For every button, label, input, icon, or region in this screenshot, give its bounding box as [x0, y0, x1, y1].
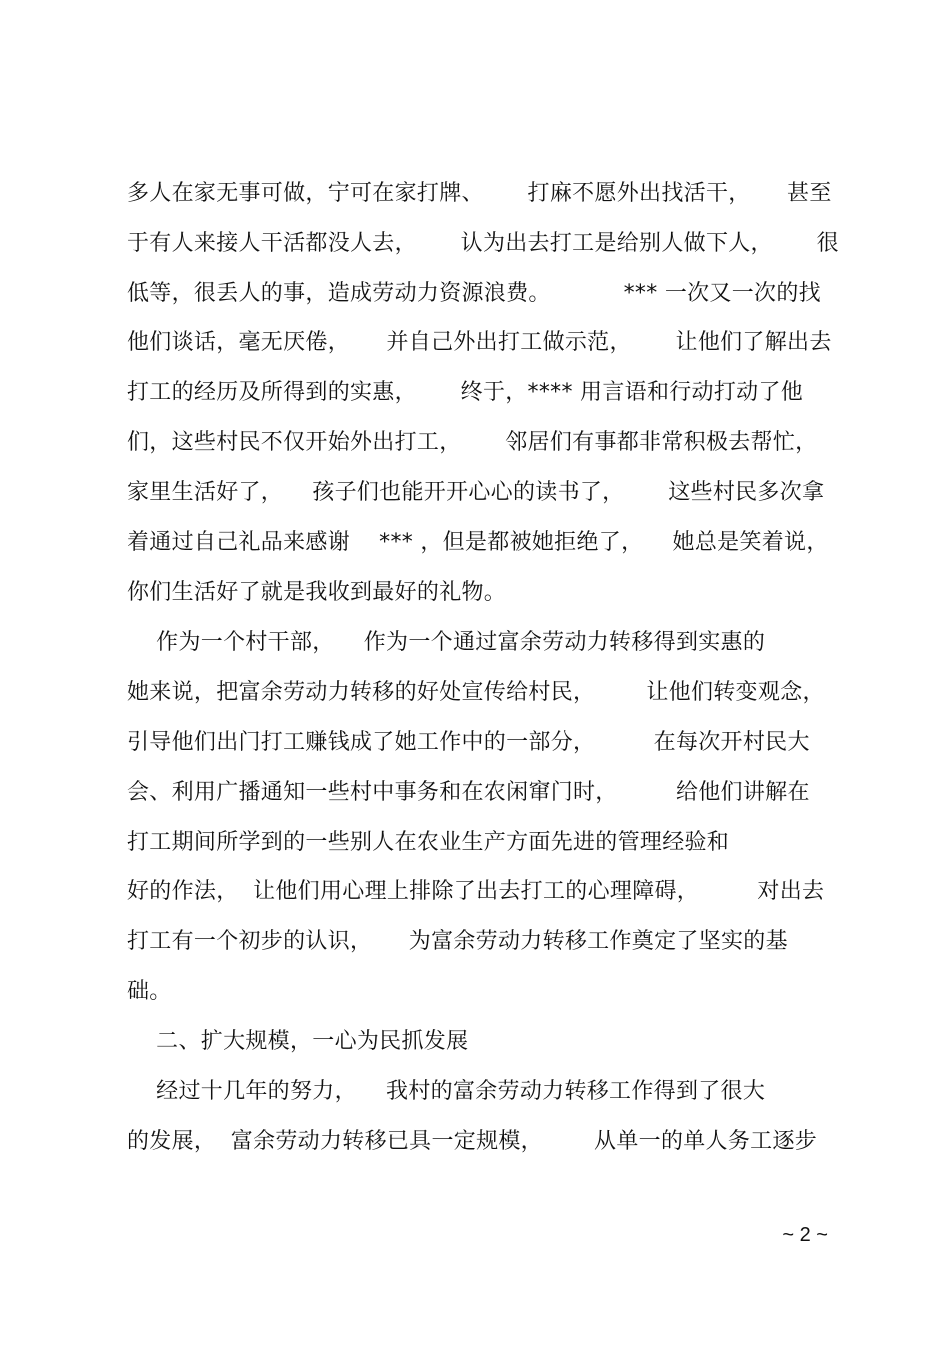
- text-line: 们，这些村民不仅开始外出打工， 邻居们有事都非常积极去帮忙，: [127, 430, 818, 455]
- text-line: 础。: [127, 979, 172, 1004]
- text-line: 经过十几年的努力， 我村的富余劳动力转移工作得到了很大: [127, 1079, 766, 1104]
- text-line: 于有人来接人干活都没人去， 认为出去打工是给别人做下人， 很: [127, 231, 839, 256]
- text-line: 会、利用广播通知一些村中事务和在农闲窜门时， 给他们讲解在: [127, 780, 810, 805]
- text-line: 她来说，把富余劳动力转移的好处宣传给村民， 让他们转变观念，: [127, 680, 825, 705]
- text-line: 他们谈话，毫无厌倦， 并自己外出打工做示范， 让他们了解出去: [127, 330, 832, 355]
- text-line: 打工期间所学到的一些别人在农业生产方面先进的管理经验和: [127, 830, 730, 855]
- text-line: 多人在家无事可做，宁可在家打牌、 打麻不愿外出找活干， 甚至: [127, 181, 832, 206]
- text-line: 着通过自己礼品来感谢 *** ，但是都被她拒绝了， 她总是笑着说，: [127, 530, 829, 555]
- text-line: 好的作法， 让他们用心理上排除了出去打工的心理障碍， 对出去: [127, 879, 825, 904]
- text-line: 引导他们出门打工赚钱成了她工作中的一部分， 在每次开村民大: [127, 730, 810, 755]
- text-line: 你们生活好了就是我收到最好的礼物。: [127, 580, 507, 605]
- text-line: 打工的经历及所得到的实惠， 终于，**** 用言语和行动打动了他: [127, 380, 804, 405]
- text-line: 作为一个村干部， 作为一个通过富余劳动力转移得到实惠的: [127, 630, 766, 655]
- text-line: 打工有一个初步的认识， 为富余劳动力转移工作奠定了坚实的基: [127, 929, 788, 954]
- section-heading: 二、扩大规模，一心为民抓发展: [127, 1029, 469, 1054]
- text-line: 低等，很丢人的事，造成劳动力资源浪费。 *** 一次又一次的找: [127, 281, 821, 306]
- page-number: ~ 2 ~: [782, 1224, 828, 1246]
- text-line: 的发展， 富余劳动力转移已具一定规模， 从单一的单人务工逐步: [127, 1129, 818, 1154]
- text-line: 家里生活好了， 孩子们也能开开心心的读书了， 这些村民多次拿: [127, 480, 825, 505]
